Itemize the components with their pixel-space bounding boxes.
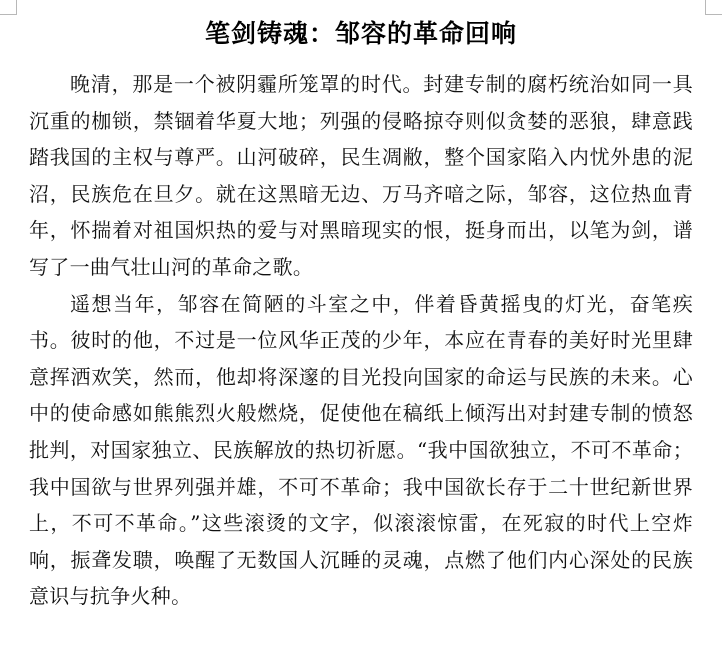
page-corner-mark-right xyxy=(705,0,722,15)
document-title: 笔剑铸魂：邹容的革命回响 xyxy=(204,19,517,48)
paragraph-2: 遥想当年，邹容在简陋的斗室之中，伴着昏黄摇曳的灯光，奋笔疾书。彼时的他，不过是一位风华正茂的少年，本应在青春的美好时光里肆意挥洒欢笑，然而，他却将深邃的目光投向国家的命运与民族的未来。心中的使命感如熊熊烈火般燃烧，促使他在稿纸上倾泻出对封建专制的愤怒批判，对国家独立、民族解放的热切祈愿。“我中国欲独立，不可不革命；我中国欲与世界列强并雄，不可不革命；我中国欲长存于二十世纪新世界上，不可不革命。”这些滚烫的文字，似滚滚惊雷，在死寂的时代上空炸响，振聋发聩，唤醒了无数国人沉睡的灵魂，点燃了他们内心深处的民族意识与抗争火种。 xyxy=(29,291,693,609)
document-body xyxy=(29,66,693,615)
page-corner-mark-left xyxy=(0,0,17,15)
paragraph-1: 晚清，那是一个被阴霾所笼罩的时代。封建专制的腐朽统治如同一具沉重的枷锁，禁锢着华夏大地；列强的侵略掠夺则似贪婪的恶狼，肆意践踏我国的主权与尊严。山河破碎，民生凋敝，整个国家陷入内忧外患的泥沼，民族危在旦夕。就在这黑暗无边、万马齐喑之际，邹容，这位热血青年，怀揣着对祖国炽热的爱与对黑暗现实的恨，挺身而出，以笔为剑，谱写了一曲气壮山河的革命之歌。 xyxy=(29,72,693,279)
